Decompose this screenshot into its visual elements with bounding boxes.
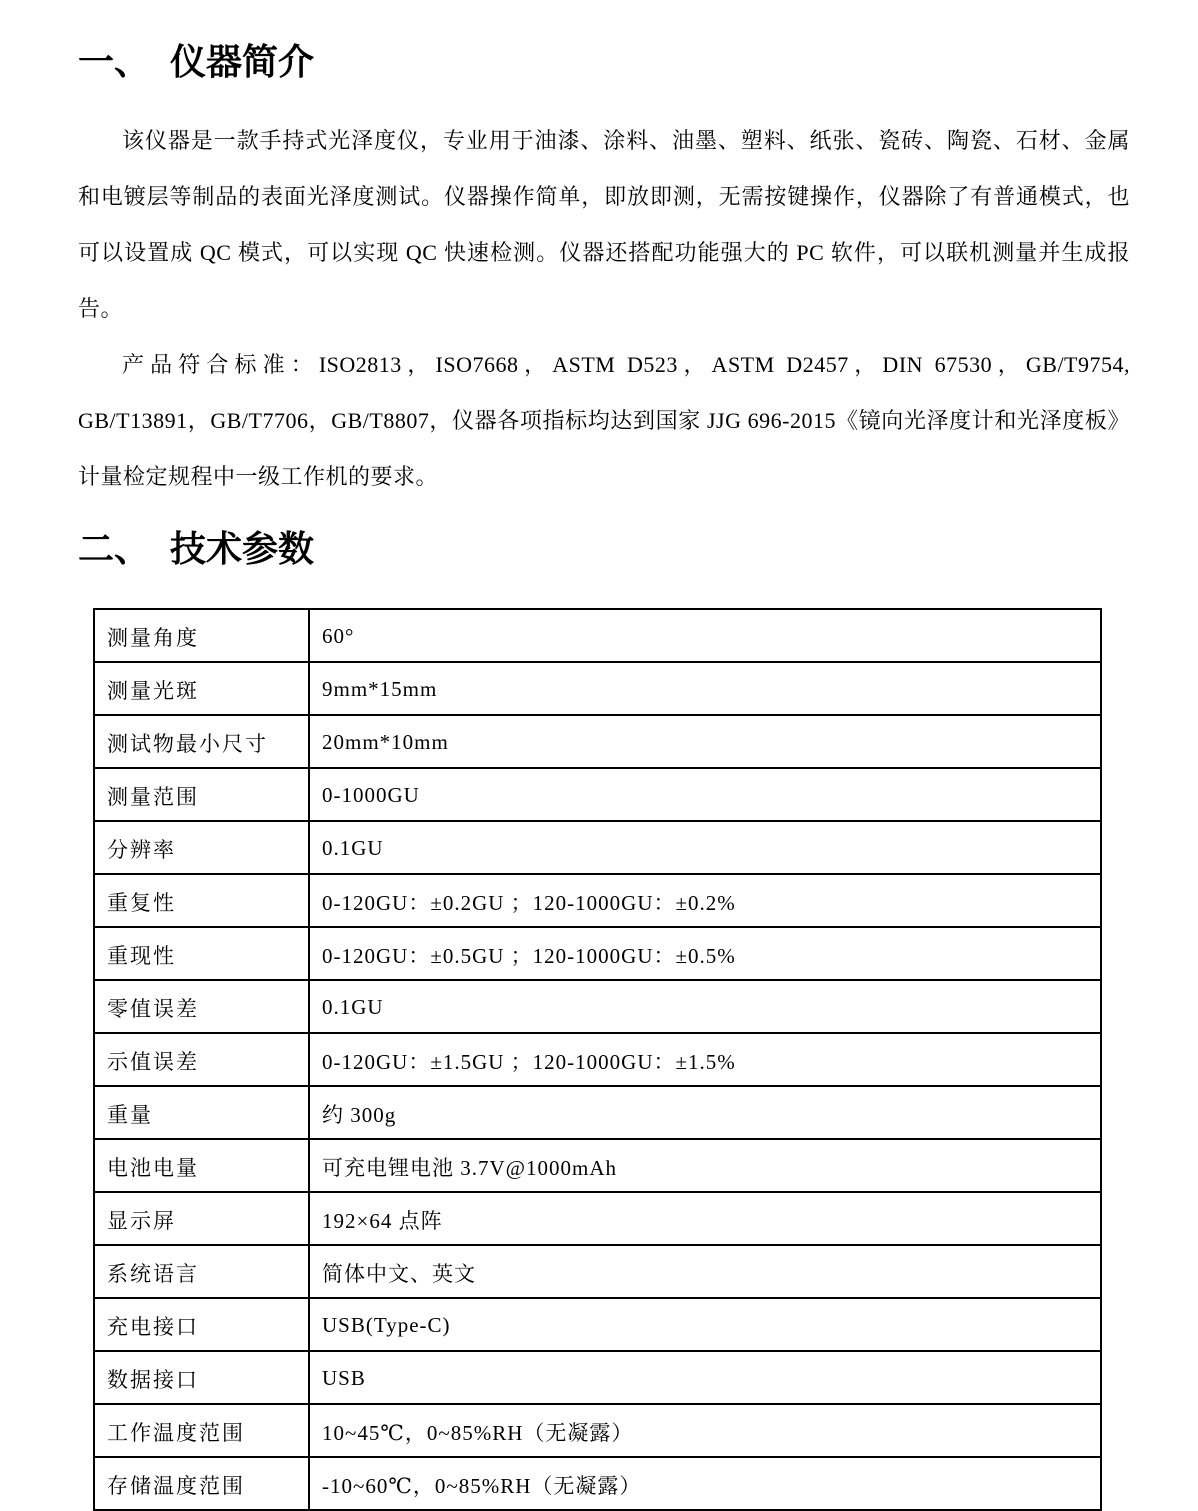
table-row — [94, 662, 1101, 715]
spec-label-cell: 测量光斑 — [94, 662, 309, 715]
spec-table — [93, 608, 1102, 1511]
spec-value-cell: -10~60℃，0~85%RH（无凝露） — [309, 1457, 1101, 1510]
table-row — [94, 609, 1101, 662]
intro-paragraph-1: 该仪器是一款手持式光泽度仪，专业用于油漆、涂料、油墨、塑料、纸张、瓷砖、陶瓷、石材、金属和电镀层等制品的表面光泽度测试。仪器操作简单，即放即测，无需按键操作，仪器除了有普通模式，也可以设置成 QC 模式，可以实现 QC 快速检测。仪器还搭配功能强大的 PC 软件，可以联机测量并生成报告。 — [78, 128, 1130, 321]
spec-label-cell: 系统语言 — [94, 1245, 309, 1298]
section1-heading-number: 一、 — [78, 42, 151, 82]
table-row — [94, 927, 1101, 980]
spec-value-cell: 0.1GU — [309, 980, 1101, 1033]
table-row — [94, 1245, 1101, 1298]
spec-label-cell: 数据接口 — [94, 1351, 309, 1404]
spec-label-cell: 充电接口 — [94, 1298, 309, 1351]
table-row — [94, 1457, 1101, 1510]
table-row — [94, 715, 1101, 768]
spec-value-cell: 0-120GU：±0.2GU ；120-1000GU：±0.2% — [309, 874, 1101, 927]
table-row — [94, 980, 1101, 1033]
table-row — [94, 1298, 1101, 1351]
spec-label-cell: 重量 — [94, 1086, 309, 1139]
section1-heading — [78, 40, 1130, 85]
section2-heading-title: 技术参数 — [170, 529, 315, 569]
spec-value-cell: 0.1GU — [309, 821, 1101, 874]
table-row — [94, 874, 1101, 927]
spec-label-cell: 测试物最小尺寸 — [94, 715, 309, 768]
table-row — [94, 1192, 1101, 1245]
spec-value-cell: 0-120GU：±1.5GU ；120-1000GU：±1.5% — [309, 1033, 1101, 1086]
spec-value-cell: 9mm*15mm — [309, 662, 1101, 715]
spec-label-cell: 重现性 — [94, 927, 309, 980]
spec-value-cell: 简体中文、英文 — [309, 1245, 1101, 1298]
table-row — [94, 1351, 1101, 1404]
spec-label-cell: 工作温度范围 — [94, 1404, 309, 1457]
spec-label-cell: 测量范围 — [94, 768, 309, 821]
spec-table-body — [94, 609, 1101, 1510]
table-row — [94, 1404, 1101, 1457]
spec-value-cell: 0-1000GU — [309, 768, 1101, 821]
spec-value-cell: USB — [309, 1351, 1101, 1404]
spec-value-cell: 60° — [309, 609, 1101, 662]
section1-heading-title: 仪器简介 — [170, 42, 315, 82]
table-row — [94, 1033, 1101, 1086]
spec-label-cell: 显示屏 — [94, 1192, 309, 1245]
spec-value-cell: 0-120GU：±0.5GU ；120-1000GU：±0.5% — [309, 927, 1101, 980]
spec-label-cell: 电池电量 — [94, 1139, 309, 1192]
table-row — [94, 1086, 1101, 1139]
section2-heading — [78, 527, 1130, 572]
table-row — [94, 1139, 1101, 1192]
spec-value-cell: USB(Type-C) — [309, 1298, 1101, 1351]
spec-label-cell: 零值误差 — [94, 980, 309, 1033]
intro-paragraph-2: 产品符合标准：ISO2813，ISO7668，ASTM D523，ASTM D2457，DIN 67530，GB/T9754, GB/T13891，GB/T7706，GB/T8807，仪器各项指标均达到国家 JJG 696-2015《镜向光泽度计和光泽度板》计量检定规程中一级工作机的要求。 — [78, 352, 1130, 489]
spec-value-cell: 约 300g — [309, 1086, 1101, 1139]
spec-label-cell: 重复性 — [94, 874, 309, 927]
spec-value-cell: 192×64 点阵 — [309, 1192, 1101, 1245]
spec-label-cell: 存储温度范围 — [94, 1457, 309, 1510]
spec-label-cell: 测量角度 — [94, 609, 309, 662]
spec-value-cell: 10~45℃，0~85%RH（无凝露） — [309, 1404, 1101, 1457]
spec-value-cell: 可充电锂电池 3.7V@1000mAh — [309, 1139, 1101, 1192]
table-row — [94, 821, 1101, 874]
spec-value-cell: 20mm*10mm — [309, 715, 1101, 768]
spec-label-cell: 分辨率 — [94, 821, 309, 874]
table-row — [94, 768, 1101, 821]
section2-heading-number: 二、 — [78, 529, 151, 569]
spec-label-cell: 示值误差 — [94, 1033, 309, 1086]
